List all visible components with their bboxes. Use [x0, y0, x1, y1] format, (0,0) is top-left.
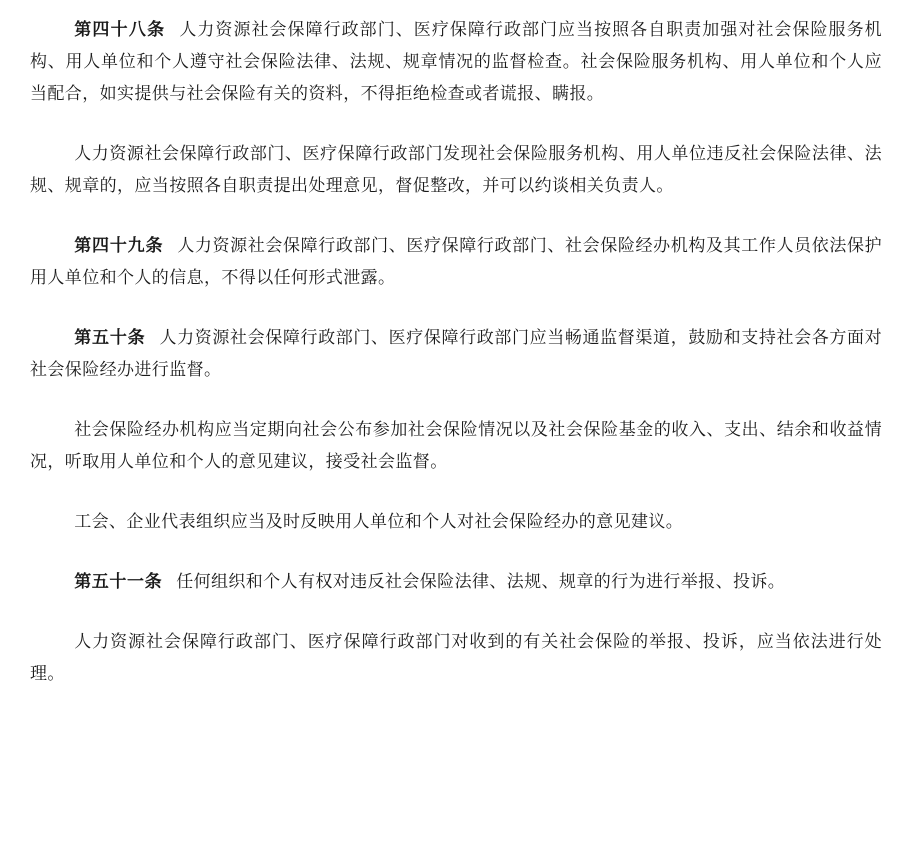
paragraph-article-50-clause-2: [30, 414, 882, 478]
paragraph-text: 人力资源社会保障行政部门、医疗保障行政部门对收到的有关社会保险的举报、投诉，应当依法进行处理。: [30, 632, 882, 684]
paragraph-article-51: [30, 566, 882, 598]
article-number: 第四十九条: [74, 236, 164, 256]
paragraph-article-51-clause-2: [30, 626, 882, 690]
paragraph-article-50-clause-3: [30, 506, 882, 538]
paragraph-article-48-clause-2: [30, 138, 882, 202]
paragraph-text: 人力资源社会保障行政部门、医疗保障行政部门应当按照各自职责加强对社会保险服务机构、用人单位和个人遵守社会保险法律、法规、规章情况的监督检查。社会保险服务机构、用人单位和个人应当配合，如实提供与社会保险有关的资料，不得拒绝检查或者谎报、瞒报。: [30, 20, 882, 104]
article-number: 第五十一条: [74, 572, 163, 592]
paragraph-text: 人力资源社会保障行政部门、医疗保障行政部门应当畅通监督渠道，鼓励和支持社会各方面对社会保险经办进行监督。: [30, 328, 882, 380]
paragraph-text: 人力资源社会保障行政部门、医疗保障行政部门、社会保险经办机构及其工作人员依法保护用人单位和个人的信息，不得以任何形式泄露。: [30, 236, 883, 288]
article-number: 第四十八条: [74, 20, 166, 40]
paragraph-article-50: [30, 322, 882, 386]
paragraph-article-48: [30, 14, 882, 110]
paragraph-text: 人力资源社会保障行政部门、医疗保障行政部门发现社会保险服务机构、用人单位违反社会保险法律、法规、规章的，应当按照各自职责提出处理意见，督促整改，并可以约谈相关负责人。: [30, 144, 882, 196]
paragraph-article-49: [30, 230, 882, 294]
paragraph-text: 社会保险经办机构应当定期向社会公布参加社会保险情况以及社会保险基金的收入、支出、结余和收益情况，听取用人单位和个人的意见建议，接受社会监督。: [30, 420, 882, 472]
article-number: 第五十条: [74, 328, 146, 348]
paragraph-text: 任何组织和个人有权对违反社会保险法律、法规、规章的行为进行举报、投诉。: [176, 572, 786, 592]
paragraph-text: 工会、企业代表组织应当及时反映用人单位和个人对社会保险经办的意见建议。: [74, 512, 684, 532]
